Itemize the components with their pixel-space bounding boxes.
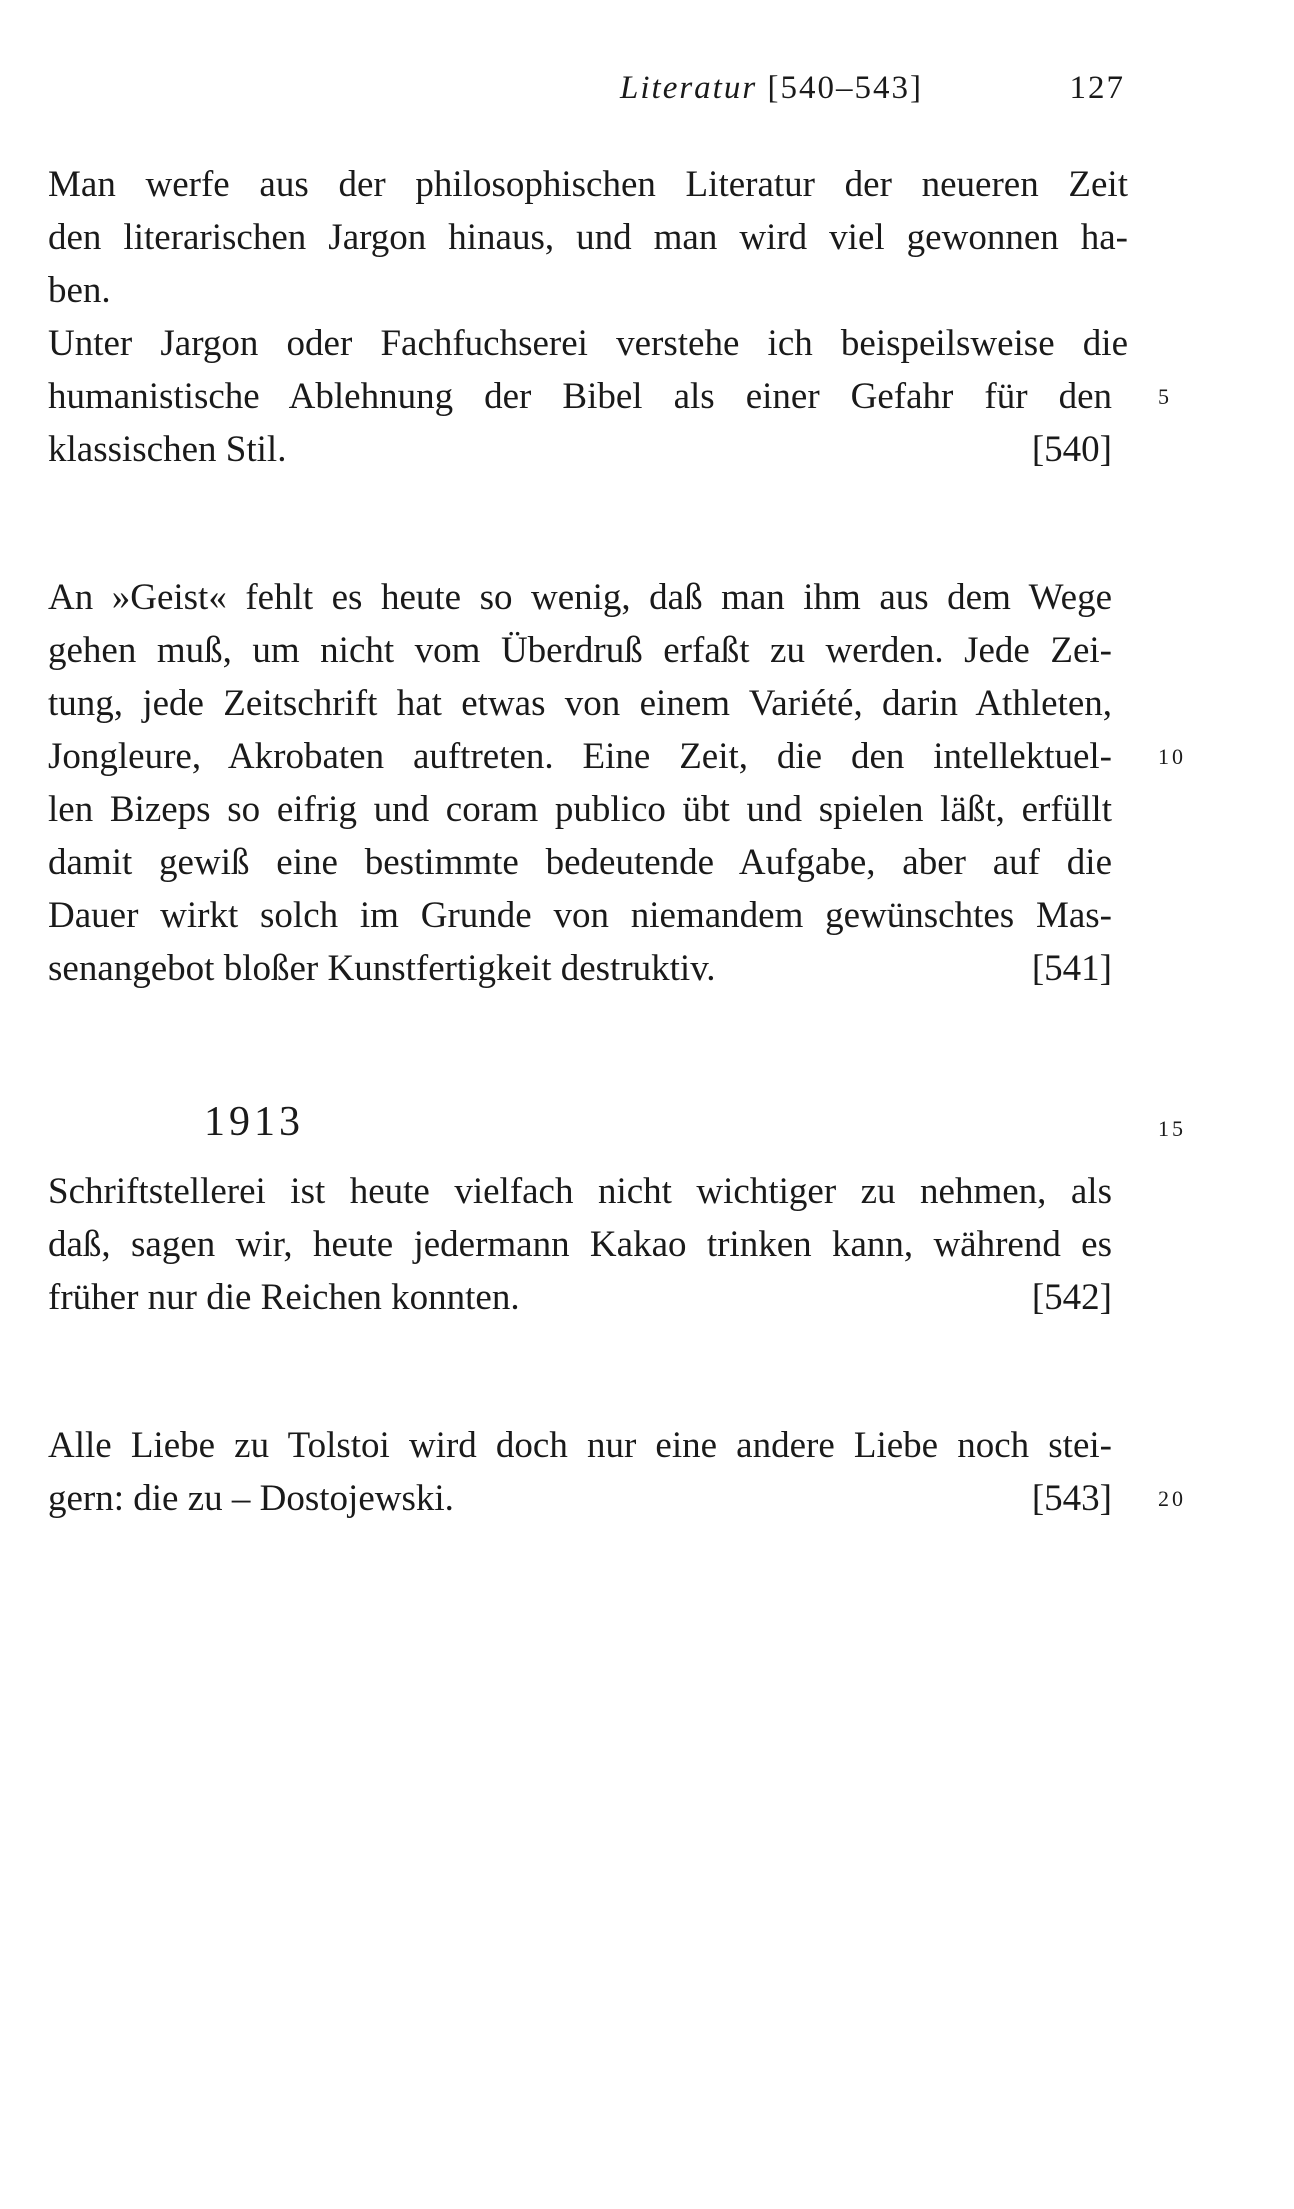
aphorism-540 xyxy=(48,158,1172,476)
text-line: Jongleure, Akrobaten auftreten. Eine Zeit, die den intellektuel- xyxy=(48,736,1112,777)
entry-number: [541] xyxy=(1031,948,1112,989)
entry-number: [542] xyxy=(1031,1277,1112,1318)
text-line: Unter Jargon oder Fachfuchserei verstehe ich beispeilsweise die xyxy=(48,323,1128,364)
text-line: klassischen Stil. xyxy=(48,429,287,470)
text-line-wrapper xyxy=(48,942,1128,995)
text-line: Alle Liebe zu Tolstoi wird doch nur eine andere Liebe noch stei- xyxy=(48,1425,1112,1466)
text-line: daß, sagen wir, heute jedermann Kakao trinken kann, während es xyxy=(48,1224,1112,1265)
text-line-wrapper xyxy=(48,423,1128,476)
aphorism-541 xyxy=(48,571,1186,995)
entry-number: [543] xyxy=(1031,1478,1112,1519)
year-label: 1913 xyxy=(204,1099,304,1145)
text-line: An »Geist« fehlt es heute so wenig, daß man ihm aus dem Wege xyxy=(48,577,1112,618)
page-body xyxy=(48,158,1186,1620)
page-number: 127 xyxy=(1069,70,1125,106)
line-number: 5 xyxy=(1158,384,1172,409)
text-line: Schriftstellerei ist heute vielfach nicht wichtiger zu nehmen, als xyxy=(48,1171,1112,1212)
text-line: damit gewiß eine bestimmte bedeutende Aufgabe, aber auf die xyxy=(48,842,1112,883)
text-line: ben. xyxy=(48,270,111,311)
line-number: 20 xyxy=(1158,1486,1186,1511)
text-line: humanistische Ablehnung der Bibel als einer Gefahr für den xyxy=(48,376,1112,417)
text-line: gern: die zu – Dostojewski. xyxy=(48,1478,454,1519)
page-range: [540–543] xyxy=(767,70,923,106)
text-line-wrapper xyxy=(48,730,1186,783)
running-header xyxy=(620,70,1125,120)
line-number: 10 xyxy=(1158,744,1186,769)
aphorism-542 xyxy=(48,1090,1186,1324)
text-line-wrapper xyxy=(48,1271,1128,1324)
text-line: früher nur die Reichen konnten. xyxy=(48,1277,520,1318)
text-line: tung, jede Zeitschrift hat etwas von einem Variété, darin Athleten, xyxy=(48,683,1112,724)
text-line: den literarischen Jargon hinaus, und man wird viel gewonnen ha- xyxy=(48,217,1128,258)
text-line-wrapper xyxy=(48,370,1172,423)
running-title: Literatur [540–543] xyxy=(620,70,923,106)
text-line-wrapper xyxy=(48,1472,1186,1525)
aphorism-543 xyxy=(48,1419,1186,1525)
text-line: senangebot bloßer Kunstfertigkeit destruktiv. xyxy=(48,948,716,989)
text-line: Dauer wirkt solch im Grunde von niemandem gewünschtes Mas- xyxy=(48,895,1112,936)
year-heading xyxy=(48,1090,1186,1155)
text-line: Man werfe aus der philosophischen Literatur der neueren Zeit xyxy=(48,164,1128,205)
text-line: len Bizeps so eifrig und coram publico übt und spielen läßt, erfüllt xyxy=(48,789,1112,830)
entry-number: [540] xyxy=(1031,429,1112,470)
line-number: 15 xyxy=(1158,1116,1186,1141)
text-line: gehen muß, um nicht vom Überdruß erfaßt zu werden. Jede Zei- xyxy=(48,630,1112,671)
